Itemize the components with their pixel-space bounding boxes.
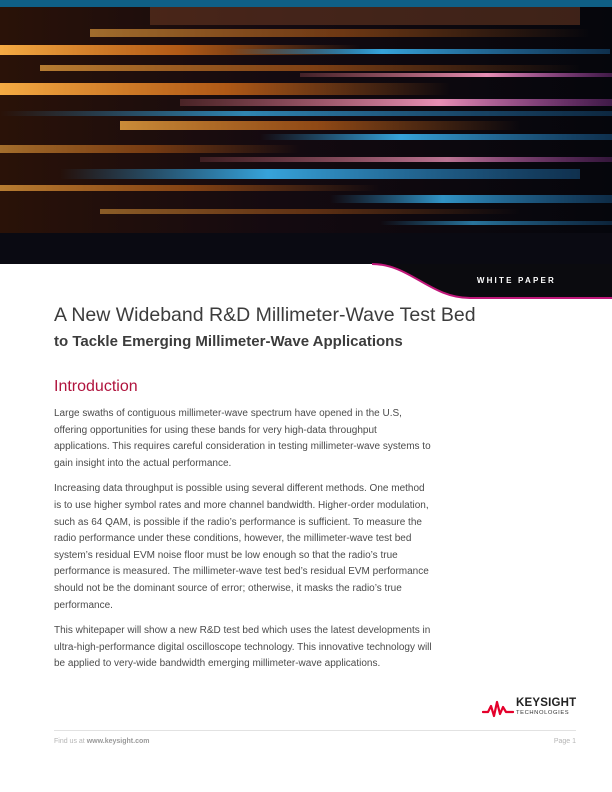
keysight-wave-icon <box>482 698 514 718</box>
footer-url-link[interactable]: www.keysight.com <box>86 738 150 745</box>
top-strip <box>0 0 612 7</box>
footer-divider <box>54 730 576 731</box>
paragraph: Increasing data throughput is possible using several different methods. One method is to use higher symbol rates and more channel bandwidth. Higher-order modulation, such as 64 QAM, is possible if the radio’s performance is sufficient. To measure the radio performance under these conditions, however, the millimeter-wave test bed system’s residual EVM noise floor must be low enough so that the radio’s true performance is measured. The millimeter-wave test bed’s residual EVM performance should not be the dominant source of error; otherwise, it masks the radio’s true performance. <box>54 483 429 611</box>
page-title: A New Wideband R&D Millimeter-Wave Test Bed <box>54 304 476 326</box>
paragraph: This whitepaper will show a new R&D test bed which uses the latest developments in ultra-high-performance digital oscilloscope technology. This innovative technology will be applied to very-wide bandwidth emerging millimeter-wave applications. <box>54 625 432 670</box>
page-number: Page 1 <box>553 738 576 745</box>
paragraph: Large swaths of contiguous millimeter-wave spectrum have opened in the U.S, offering opportunities for using these bands for very high-data throughput applications. This requires careful consideration in testing millimeter-wave systems to gain insight into the actual performance. <box>54 408 431 469</box>
keysight-logo <box>482 696 582 720</box>
white-paper-label: WHITE PAPER <box>476 276 556 285</box>
body-text <box>54 406 432 682</box>
hero-image <box>0 7 612 264</box>
footer-find-us <box>54 738 149 745</box>
footer-find-prefix: Find us at <box>54 738 85 745</box>
logo-name: KEYSIGHT <box>516 697 577 709</box>
light-streaks-image <box>0 7 612 264</box>
logo-subtitle: TECHNOLOGIES <box>516 710 570 716</box>
page-subtitle: to Tackle Emerging Millimeter-Wave Applications <box>54 333 403 350</box>
section-heading-introduction: Introduction <box>54 378 138 395</box>
